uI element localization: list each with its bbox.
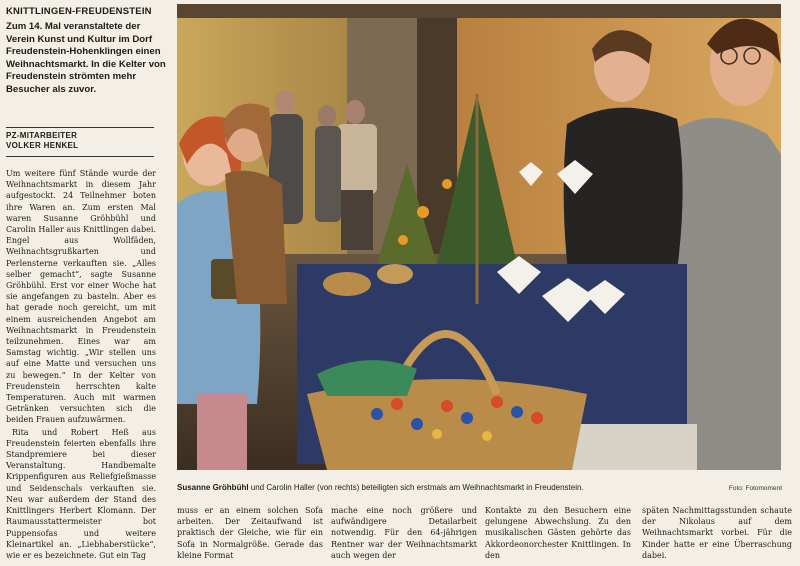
article-body bbox=[6, 168, 156, 561]
bottom-column: muss er an einem solchen Sofa arbeiten. Der Zeitaufwand ist praktisch der Gleiche, wie für ein Sofa in Normalgröße. Gerade das kleine Format bbox=[177, 506, 323, 560]
photo-caption bbox=[177, 483, 781, 492]
photo-illustration bbox=[177, 4, 781, 470]
caption-names: Susanne Gröhbühl bbox=[177, 483, 249, 492]
divider-rule bbox=[6, 156, 154, 157]
body-paragraph: Um weitere fünf Stände wurde der Weihnachtsmarkt in diesem Jahr aufgestockt. 24 Teilnehmer boten ihre Waren an. Zum ersten Mal waren Susanne Gröhbühl und Carolin Haller aus Knittlingen dabei. Engel aus Wollfäden, Weihnachtsgrußkarten und Perlensterne verkauften sie. „Alles selber gemacht“, sagte Susanne Gröhbühl. Erst vor einer Woche hat sie angefangen zu basteln. Aber es hat gerade noch gereicht, um mit einem ausreichenden Angebot am Weihnachtsmarkt in Freudenstein teilzunehmen. Eines war am Samstag wichtig. „Wir stellen uns auf eine Matte und versuchen uns zu bewegen.“ In der Kelter von Freudenstein herrschten kalte Temperaturen. Auch mit warmen Getränken versuchten sich die beiden Frauen aufzuwärmen. bbox=[6, 169, 156, 425]
byline bbox=[6, 131, 166, 151]
byline-name: VOLKER HENKEL bbox=[6, 141, 79, 150]
byline-role: PZ-MITARBEITER bbox=[6, 131, 78, 140]
article-kicker: KNITTLINGEN-FREUDENSTEIN bbox=[6, 6, 152, 17]
photo-credit: Foto: Fotomoment bbox=[728, 485, 782, 492]
bottom-column: Kontakte zu den Besuchern eine gelungene Abwechslung. Zu den musikalischen Gästen gehörte das Akkordeonorchester Knittlingen. In den bbox=[485, 506, 631, 560]
bottom-column: mache eine noch größere und aufwändigere Detailarbeit notwendig. Für den 64-jährigen Rentner war der Weihnachtsmarkt auch wegen der bbox=[331, 506, 477, 560]
article-lead: Zum 14. Mal veranstaltete der Verein Kunst und Kultur im Dorf Freudenstein-Hohenklingen einen Weihnachtsmarkt. In die Kelter von Freudenstein strömten mehr Besucher als zuvor. bbox=[6, 21, 166, 95]
caption-text: und Carolin Haller (von rechts) beteiligten sich erstmals am Weihnachtsmarkt in Freudenstein. bbox=[248, 483, 584, 492]
article-photo bbox=[177, 4, 781, 470]
body-paragraph: Rita und Robert Heß aus Freudenstein feierten ebenfalls ihre Standpremiere bei dieser Veranstaltung. Handbemalte Krippenfiguren aus Reliefgießmasse und Seidenschals verkauften sie. Neu war außerdem der Stand des Knittlingers Herbert Klomann. Der Raumausstattermeister bot Puppensofas und weitere Kleinartikel an. „Liebhaberstücke“, wie er es bezeichnete. Gut ein Tag bbox=[6, 427, 156, 560]
divider-rule bbox=[6, 127, 154, 128]
bottom-column: späten Nachmittagsstunden schaute der Nikolaus auf dem Weihnachtsmarkt vorbei. Für die Kinder hatte er eine Überraschung dabei. bbox=[642, 506, 792, 560]
